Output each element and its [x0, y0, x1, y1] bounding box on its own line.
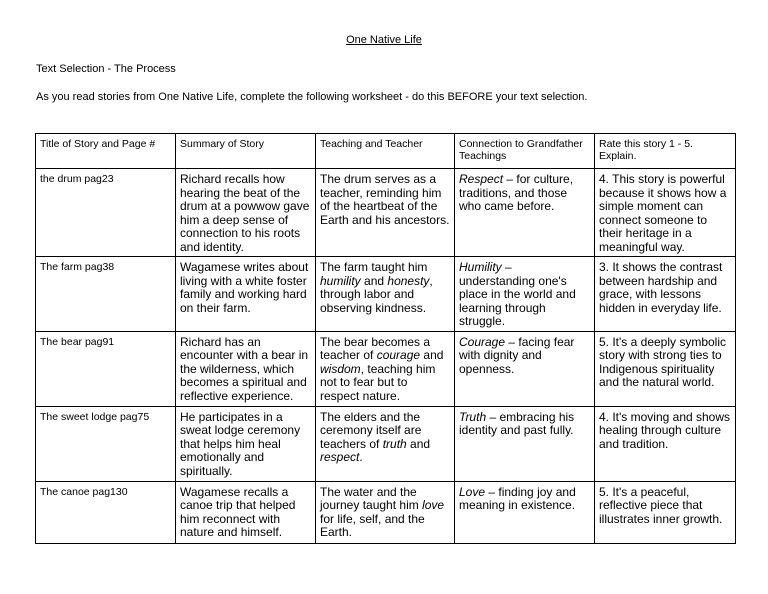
story-title: The canoe pag130 [36, 481, 176, 543]
grandfather-connection [455, 169, 595, 257]
grandfather-connection [455, 481, 595, 543]
teaching-emphasis: humility [320, 273, 361, 288]
connection-text: – embracing his identity and past fully. [459, 409, 575, 437]
teaching-teacher: The drum serves as a teacher, reminding him of the heartbeat of the Earth and his ancestors. [316, 169, 455, 257]
teaching-text: for life, self, and the Earth. [320, 511, 425, 539]
story-title: the drum pag23 [36, 169, 176, 257]
teaching-emphasis: courage [376, 348, 421, 362]
teaching-emphasis: wisdom [320, 361, 361, 376]
table-header-row [36, 134, 736, 169]
teaching-teacher [316, 257, 455, 332]
story-summary: Wagamese recalls a canoe trip that helped him reconnect with nature and himself. [176, 481, 316, 543]
teaching-emphasis: respect [320, 450, 360, 464]
header-title: Title of Story and Page # [36, 134, 176, 169]
table-row [36, 331, 736, 406]
header-teaching: Teaching and Teacher [316, 134, 455, 169]
connection-term: Courage [459, 334, 506, 349]
header-rating: Rate this story 1 - 5. Explain. [595, 134, 736, 169]
header-connection: Connection to Grandfather Teachings [455, 134, 595, 169]
story-summary: Richard has an encounter with a bear in the wilderness, which becomes a spiritual and reflective experience. [176, 331, 316, 406]
teaching-text: The elders and the ceremony itself are teachers of [320, 409, 422, 451]
story-title: The sweet lodge pag75 [36, 406, 176, 481]
teaching-text: The farm taught him [320, 260, 428, 274]
story-rating: 3. It shows the contrast between hardship and grace, with lessons hidden in everyday life. [595, 257, 736, 332]
story-summary: He participates in a sweat lodge ceremony that helps him heal emotionally and spiritually. [176, 406, 316, 481]
teaching-teacher [316, 406, 455, 481]
connection-text: – facing fear with dignity and openness. [459, 334, 575, 376]
connection-text: – for culture, traditions, and those who came before. [459, 172, 574, 213]
teaching-emphasis: love [422, 498, 445, 512]
table-row [36, 406, 736, 481]
teaching-text: The water and the journey taught him [320, 484, 423, 512]
story-title: The farm pag38 [36, 257, 176, 332]
table-row [36, 257, 736, 332]
story-summary: Richard recalls how hearing the beat of the drum at a powwow gave him a deep sense of connection to his roots and identity. [176, 169, 316, 257]
header-summary: Summary of Story [176, 134, 316, 169]
grandfather-connection [455, 406, 595, 481]
teaching-text: . [359, 450, 363, 464]
connection-term: Truth [459, 409, 487, 424]
story-rating: 4. This story is powerful because it shows how a simple moment can connect someone to their heritage in a meaningful way. [595, 169, 736, 257]
teaching-text: and [360, 273, 388, 288]
connection-term: Love [459, 484, 486, 499]
connection-text: – finding joy and meaning in existence. [459, 484, 576, 512]
table-row [36, 481, 736, 543]
teaching-text: and [420, 348, 444, 362]
teaching-emphasis: honesty [387, 273, 430, 288]
story-rating: 5. It's a deeply symbolic story with strong ties to Indigenous spirituality and the natural world. [595, 331, 736, 406]
story-title: The bear pag91 [36, 331, 176, 406]
connection-term: Humility [459, 260, 502, 274]
document-subtitle: Text Selection - The Process [36, 63, 176, 75]
teaching-teacher [316, 331, 455, 406]
document-title: One Native Life [346, 34, 422, 46]
instructions: As you read stories from One Native Life, complete the following worksheet - do this BEFORE your text selection. [36, 91, 588, 103]
grandfather-connection [455, 331, 595, 406]
teaching-emphasis: truth [382, 436, 407, 451]
story-rating: 4. It's moving and shows healing through culture and tradition. [595, 406, 736, 481]
teaching-text: and [406, 436, 431, 451]
story-summary: Wagamese writes about living with a white foster family and working hard on their farm. [176, 257, 316, 332]
connection-text: – understanding one's place in the world and learning through struggle. [459, 260, 576, 328]
grandfather-connection [455, 257, 595, 332]
teaching-text: The bear becomes a teacher of [320, 334, 431, 362]
teaching-text: , teaching him not to fear but to respect nature. [320, 361, 436, 403]
table-row [36, 169, 736, 257]
connection-term: Respect [459, 172, 504, 186]
teaching-text: , through labor and observing kindness. [320, 273, 433, 315]
worksheet-table [35, 133, 736, 544]
story-rating: 5. It's a peaceful, reflective piece that illustrates inner growth. [595, 481, 736, 543]
teaching-teacher [316, 481, 455, 543]
